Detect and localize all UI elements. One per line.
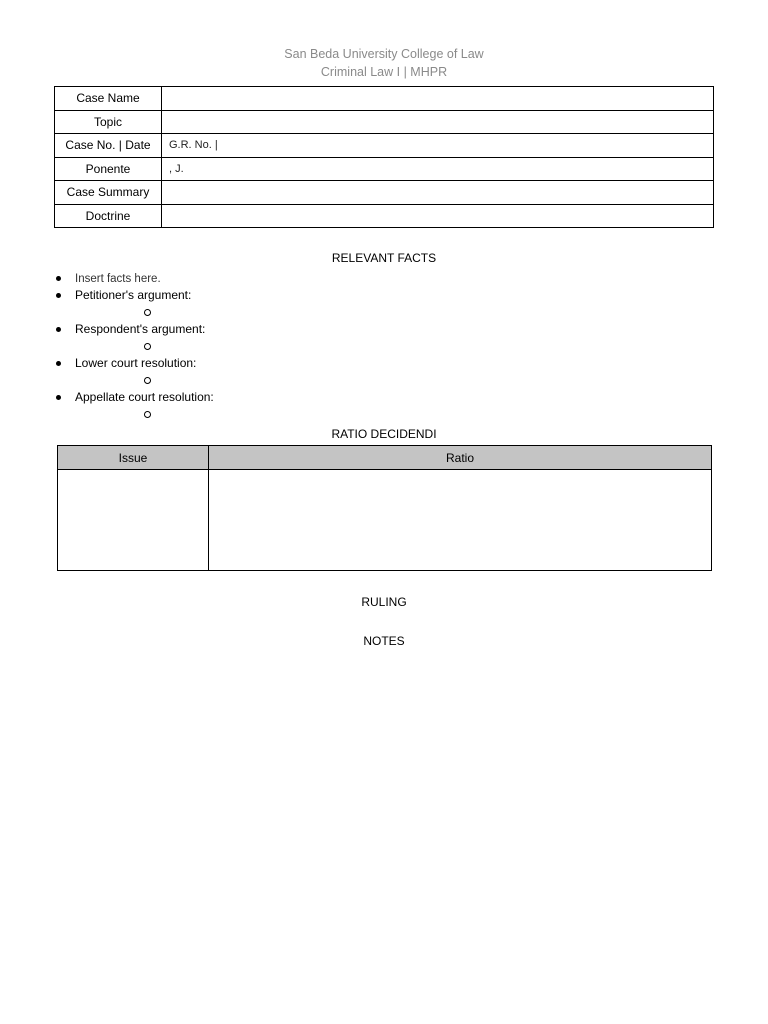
case-summary-value[interactable] [162,181,714,205]
sub-list-item[interactable] [75,337,214,355]
doctrine-row [55,204,714,228]
case-number-row [55,134,714,158]
sub-list-item[interactable] [75,405,214,423]
topic-label: Topic [55,110,162,134]
list-item [56,321,214,355]
hollow-bullet-icon [144,309,151,316]
ratio-header-row [58,446,712,470]
list-item [56,355,214,389]
respondent-argument-label: Respondent's argument: [75,322,206,336]
hollow-bullet-icon [144,377,151,384]
list-item [56,287,214,321]
ruling-title: RULING [361,595,407,609]
bullet-icon [56,361,61,366]
case-name-value[interactable] [162,87,714,111]
sub-list-item[interactable] [75,303,214,321]
document-header [0,45,768,81]
ratio-table [57,445,712,571]
ponente-row [55,157,714,181]
issue-cell[interactable] [58,470,209,571]
issue-header: Issue [58,446,209,470]
hollow-bullet-icon [144,343,151,350]
table-row [58,470,712,571]
relevant-facts-list [56,270,214,423]
bullet-icon [56,395,61,400]
lower-court-resolution-label: Lower court resolution: [75,356,197,370]
appellate-court-resolution-label: Appellate court resolution: [75,390,214,404]
case-summary-row [55,181,714,205]
bullet-icon [56,276,61,281]
case-name-label: Case Name [55,87,162,111]
case-info-table [54,86,714,228]
petitioner-argument-label: Petitioner's argument: [75,288,192,302]
case-number-value[interactable]: G.R. No. | [162,134,714,158]
facts-placeholder[interactable]: Insert facts here. [75,273,161,285]
ratio-header: Ratio [209,446,712,470]
course-name: Criminal Law I | MHPR [320,65,448,79]
ratio-cell[interactable] [209,470,712,571]
sub-list-item[interactable] [75,371,214,389]
list-item [56,270,214,287]
hollow-bullet-icon [144,411,151,418]
case-number-label: Case No. | Date [55,134,162,158]
ponente-value[interactable]: , J. [162,157,714,181]
topic-row [55,110,714,134]
school-name: San Beda University College of Law [284,47,484,61]
notes-title: NOTES [363,634,405,648]
case-summary-label: Case Summary [55,181,162,205]
bullet-icon [56,293,61,298]
bullet-icon [56,327,61,332]
ponente-label: Ponente [55,157,162,181]
topic-value[interactable] [162,110,714,134]
list-item [56,389,214,423]
relevant-facts-title: RELEVANT FACTS [331,251,437,265]
ratio-decidendi-title: RATIO DECIDENDI [331,427,437,441]
doctrine-label: Doctrine [55,204,162,228]
case-name-row [55,87,714,111]
doctrine-value[interactable] [162,204,714,228]
